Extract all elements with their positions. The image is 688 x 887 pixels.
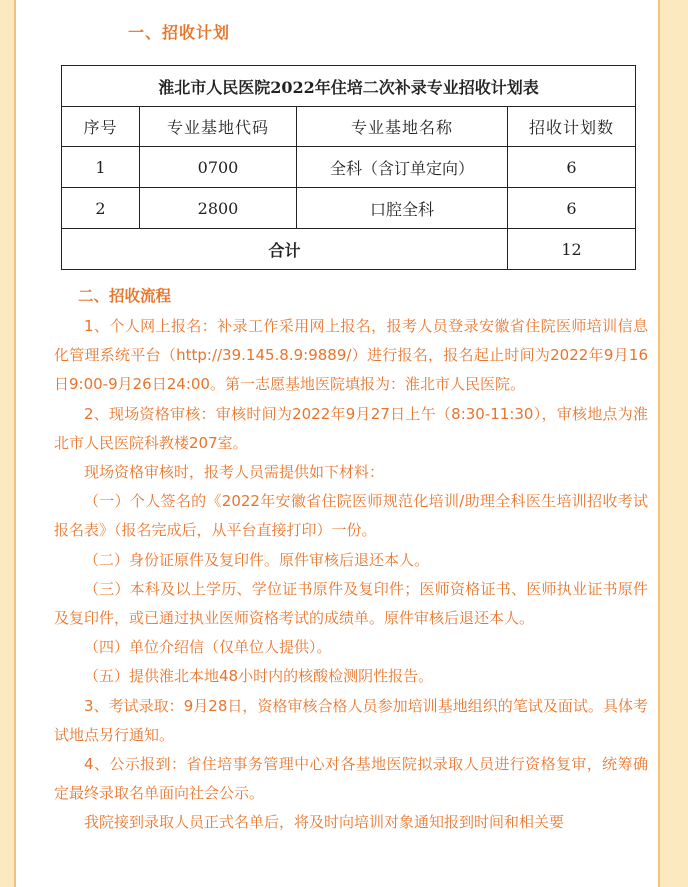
header-index: 序号: [62, 107, 140, 147]
paragraph-material-4: （四）单位介绍信（仅单位人提供）。: [84, 638, 332, 657]
paragraph-materials-intro: 现场资格审核时，报考人员需提供如下材料：: [84, 463, 385, 482]
paragraph-material-2: （二）身份证原件及复印件。原件审核后退还本人。: [84, 550, 430, 569]
table-row: [62, 147, 636, 188]
cell-name: 口腔全科: [297, 188, 508, 229]
paragraph-publicity: 4、公示报到：省住培事务管理中心对各基地医院拟录取人员进行资格复审，统筹确定最终录取名单面向社会公示。: [54, 755, 648, 803]
table-title: 淮北市人民医院2022年住培二次补录专业招收计划表: [62, 66, 636, 107]
cell-quota: 6: [508, 147, 636, 188]
cell-name: 全科（含订单定向）: [297, 147, 508, 188]
total-label: 合计: [62, 229, 508, 270]
cell-index: 1: [62, 147, 140, 188]
cell-quota: 6: [508, 188, 636, 229]
section-title-plan: 一、招收计划: [128, 23, 231, 42]
enrollment-plan-table: [61, 65, 636, 270]
header-name: 专业基地名称: [297, 107, 508, 147]
paragraph-material-5: （五）提供淮北本地48小时内的核酸检测阴性报告。: [84, 667, 434, 686]
paragraph-notification: 我院接到录取人员正式名单后，将及时向培训对象通知报到时间和相关要: [84, 813, 565, 832]
table-total-row: [62, 229, 636, 270]
paragraph-material-1: （一）个人签名的《2022年安徽省住院医师规范化培训/助理全科医生培训招收考试报名表》（报名完成后，从平台直接打印）一份。: [54, 492, 648, 540]
section-title-process: 二、招收流程: [78, 287, 172, 305]
paragraph-onsite-review: 2、现场资格审核：审核时间为2022年9月27日上午（8:30-11:30），审核地点为淮北市人民医院科教楼207室。: [54, 404, 648, 452]
total-value: 12: [508, 229, 636, 270]
paragraph-material-3: （三）本科及以上学历、学位证书原件及复印件；医师资格证书、医师执业证书原件及复印件，或已通过执业医师资格考试的成绩单。原件审核后退还本人。: [54, 579, 648, 628]
cell-index: 2: [62, 188, 140, 229]
table-title-row: [62, 66, 636, 107]
article-page: [14, 0, 660, 887]
table-row: [62, 188, 636, 229]
paragraph-exam: 3、考试录取：9月28日，资格审核合格人员参加培训基地组织的笔试及面试。具体考试地点另行通知。: [54, 696, 648, 744]
header-quota: 招收计划数: [508, 107, 636, 147]
paragraph-online-registration: 1、个人网上报名：补录工作采用网上报名，报考人员登录安徽省住院医师培训信息化管理系统平台（http://39.145.8.9:9889/）进行报名，报名起止时间为2022年9月16日9:00-9月26日24:00。第一志愿基地医院填报为：淮北市人民医院。: [54, 317, 648, 394]
table-header-row: [62, 107, 636, 147]
cell-code: 2800: [140, 188, 297, 229]
process-body: [54, 312, 648, 838]
cell-code: 0700: [140, 147, 297, 188]
header-code: 专业基地代码: [140, 107, 297, 147]
